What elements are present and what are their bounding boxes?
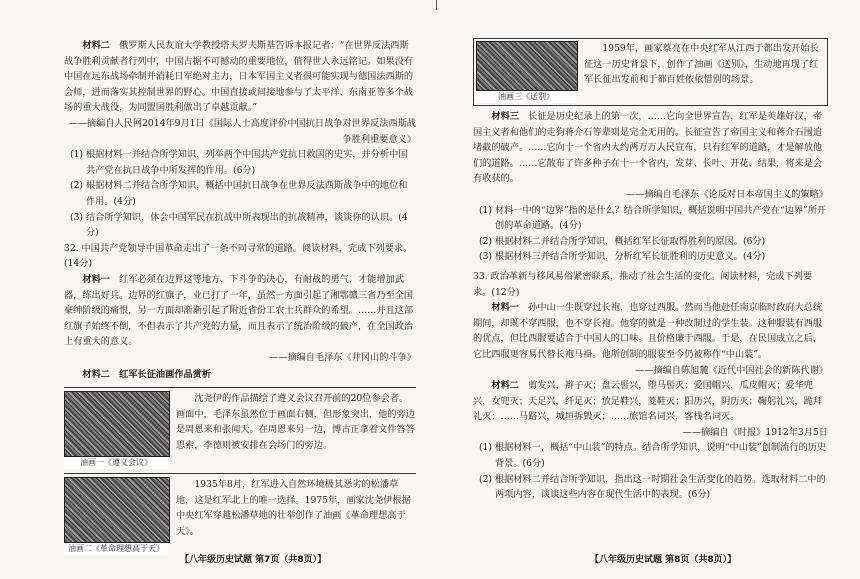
material-source: ——摘编自《时报》1912年3月5日 bbox=[682, 426, 828, 438]
painting-1 bbox=[64, 391, 168, 469]
question-33-stem: 33. 政治革新与移风易俗紧密联系，推动了社会生活的变化。阅读材料，完成下列要求。(12分) bbox=[473, 270, 813, 298]
fold-mark bbox=[436, 0, 437, 10]
painting-2-image bbox=[64, 477, 170, 543]
painting-3-row bbox=[473, 38, 828, 106]
painting-2 bbox=[64, 477, 168, 555]
material-text: 孙中山一生既穿过长袍，也穿过西服。然而当他赴任南京临时政府大总统期间，却既不穿西服，也不穿长袍。他穿的就是一种改制过的学生装。这种服装有西服的优点，但比西服要适合于中国人的口味。且价格廉于西服。于是，在民国成立之后，它比西服更容易代替长袍马褂。他所创制的服装至今仍被称作“中山装”。 bbox=[473, 302, 823, 360]
page-8-footer: 【八年级历史试题 第8页（共8页）】 bbox=[590, 555, 737, 565]
material-label: 材料一 bbox=[491, 302, 519, 314]
material-source: ——摘编自陈旭麓《近代中国社会的新陈代谢》 bbox=[635, 364, 828, 376]
painting-2-row bbox=[64, 473, 416, 555]
question-32-1: (1) 材料一中的“边界”指的是什么？结合所学知识，概括说明中国共产党在“边界”所开创的革命道路。(4分) bbox=[479, 204, 827, 232]
painting-2-description: 1935年8月，红军进入自然环境极其恶劣的松潘草地，这是红军北上的唯一选择。1975年，画家沈尧伊根据中央红军穿越松潘草地的壮举创作了油画《革命理想高于天》。 bbox=[176, 479, 411, 537]
material-3-long-march bbox=[473, 109, 828, 187]
painting-3 bbox=[476, 41, 576, 103]
material-label: 材料三 bbox=[491, 111, 519, 122]
material-title: 红军长征油画作品赏析 bbox=[119, 369, 212, 381]
page-7-footer: 【八年级历史试题 第7页（共8页）】 bbox=[180, 555, 327, 565]
painting-2-caption: 油画二《革命理想高于天》 bbox=[64, 543, 168, 555]
material-2-customs bbox=[473, 378, 828, 425]
material-text: 长征是历史纪录上的第一次，……它向全世界宣告，红军是英雄好汉，帝国主义者和他们的走狗蒋介石等辈则是完全无用的。长征宣告了帝国主义和蒋介石围追堵截的破产。……它向十一个省内大约两万万人民宣布，只有红军的道路，才是解放他们的道路。……它散布了许多种子在十一个省内，发芽、长叶、开花、结果，将来是会有收获的。 bbox=[473, 111, 823, 185]
material-1-zhongshan-suit bbox=[473, 300, 828, 362]
question-31-1: (1) 根据材料一并结合所学知识，列举两个中国共产党抗日救国的史实，并分析中国共产党在抗日战争中所发挥的作用。(6分) bbox=[70, 149, 408, 176]
material-text: 俄罗斯人民友谊大学教授塔夫罗夫斯基告诉本报记者：“在世界反法西斯战争胜利贡献者行列中，中国占据不可撼动的重要地位，值得世人永远铭记。如果没有中国在远东战场牵制并消耗日军绝对主力，日本军国主义者很可能实现与德国法西斯的会师，进而落实其控制世界的野心。中国直接或间接地参与了太平洋、东南亚等多个战场的重大战役，为同盟国胜利做出了卓越贡献。” bbox=[64, 40, 414, 114]
material-source: ——摘编自毛泽东《论反对日本帝国主义的策略》 bbox=[625, 188, 828, 200]
material-2-paintings-heading bbox=[64, 367, 416, 383]
painting-3-description: 1959年，画家蔡亮在中央红军从江西于都出发开始长征这一历史背景下，创作了油画《送别》，生动地再现了红军长征出发前和于都百姓依依惜别的场景。 bbox=[584, 43, 819, 86]
material-text: 红军必须在边界这等地方，下斗争的决心，有耐战的勇气，才能增加武器，练出好兵。边界的红旗子，业已打了一年，虽然一方面引起了湘鄂赣三省乃至全国豪绅阶级的痛恨，另一方面却渐渐引起了附近省份工农士兵群众的希望。……并且这部红旗子始终不倒，不但表示了共产党的力量，而且表示了统治阶级的破产，在全国政治上有重大的意义。 bbox=[64, 273, 414, 348]
material-text: 剪发兴，辫子灭；盘云髻兴，堕马髻灭；爱国帽兴，瓜皮帽灭；爱华兜兴，女兜灭；天足兴，纤足灭；放足鞋兴，菱鞋灭；阳历兴，阴历灭；鞠躬礼兴，跪拜礼灭；……马路兴，城垣拆毁灭；……旅馆名词兴，客栈名词灭。 bbox=[473, 380, 823, 423]
question-31-3: (3) 结合所学知识，体会中国军民在抗战中所表现出的抗战精神，谈谈你的认识。(4分) bbox=[70, 211, 408, 239]
question-32-3: (3) 根据材料三并结合所学知识，分析红军长征胜利的历史意义。(4分) bbox=[479, 251, 766, 263]
material-label: 材料二 bbox=[82, 369, 110, 381]
painting-1-caption: 油画一《遵义会议》 bbox=[64, 457, 168, 469]
material-2-wwii bbox=[64, 38, 416, 116]
question-33-1: (1) 根据材料一，概括“中山装”的特点。结合所学知识，说明“中山装”创制流行的历史背景。(6分) bbox=[479, 442, 827, 470]
page-8 bbox=[473, 38, 828, 503]
page-7 bbox=[64, 38, 416, 555]
material-label: 材料二 bbox=[82, 40, 110, 51]
material-source: ——摘编自毛泽东《井冈山的斗争》 bbox=[269, 351, 416, 363]
painting-3-caption: 油画三《送别》 bbox=[476, 91, 576, 103]
question-32-stem: 32. 中国共产党领导中国革命走出了一条不同寻常的道路。阅读材料，完成下列要求。(14分) bbox=[64, 242, 413, 270]
material-label: 材料一 bbox=[82, 273, 110, 285]
painting-1-description: 沈尧伊的作品描绘了遵义会议召开前的20位参会者。画面中，毛泽东虽然位于画面右侧，但形象突出，他的旁边是周恩来和张闻天。在周恩来另一边，博古正拿着文件答答思索，李德则被安排在会场门的旁边。 bbox=[176, 393, 415, 451]
painting-1-image bbox=[64, 391, 170, 457]
material-1-jinggangshan bbox=[64, 272, 416, 350]
painting-1-row bbox=[64, 387, 416, 469]
material-label: 材料二 bbox=[491, 380, 519, 392]
material-source: ——摘编自人民网2014年9月1日《国际人士高度评价中国抗日战争对世界反法西斯战争胜利重要意义》 bbox=[68, 117, 416, 145]
question-31-2: (2) 根据材料二并结合所学知识，概括中国抗日战争在世界反法西斯战争中的地位和作用。(4分) bbox=[70, 180, 408, 207]
painting-3-image bbox=[476, 41, 578, 91]
question-32-2: (2) 根据材料二并结合所学知识，概括红军长征取得胜利的原因。(6分) bbox=[479, 235, 766, 247]
question-33-2: (2) 根据材料二并结合所学知识，指出这一时期社会生活变化的趋势。选取材料二中的两项内容，谈谈这些内容在现代生活中的表现。(6分) bbox=[479, 473, 826, 501]
